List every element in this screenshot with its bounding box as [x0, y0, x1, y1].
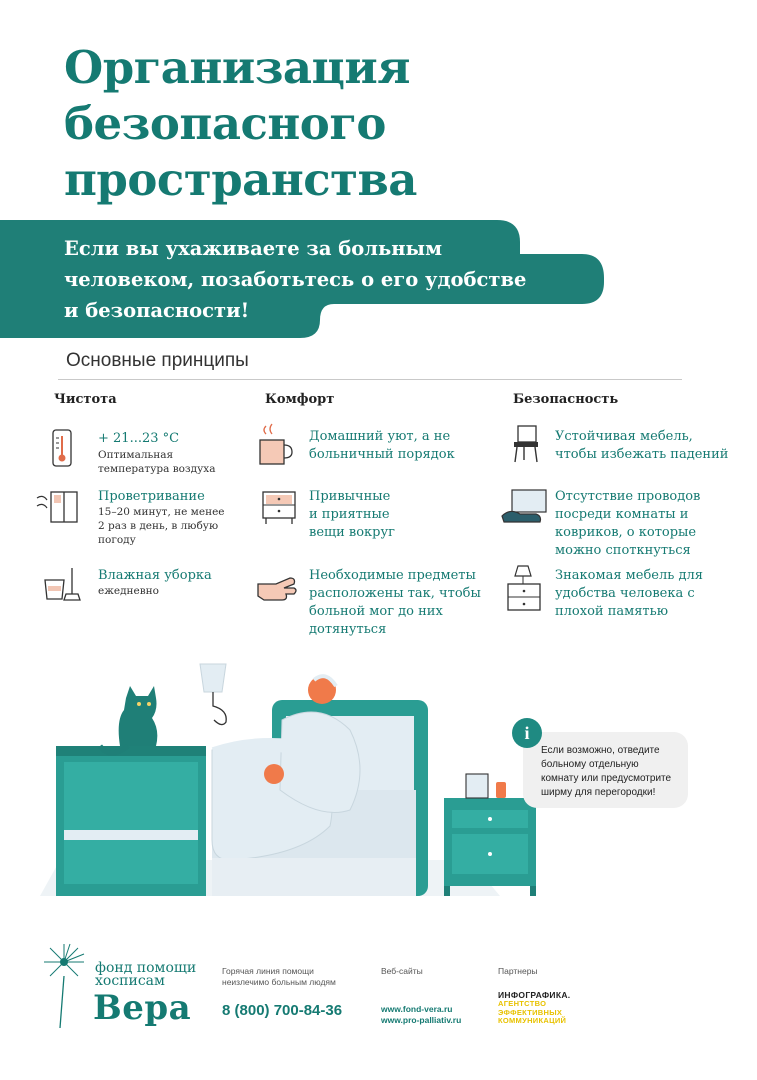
info-line: комнату или предусмотрите — [541, 773, 672, 784]
fund-name: Вера — [93, 988, 192, 1028]
window-icon — [35, 490, 83, 524]
item-text-line: Устойчивая мебель, — [555, 429, 693, 444]
partner-sub-line: АГЕНТСТВО — [498, 999, 547, 1008]
banner-line: человеком, позаботьтесь о его удобстве — [64, 268, 527, 291]
item-text-line: больной мог до них — [309, 604, 443, 619]
hotline-phone[interactable]: 8 (800) 700-84-36 — [222, 1002, 343, 1019]
thermometer-icon — [50, 428, 74, 468]
column-heading-comfort: Комфорт — [265, 392, 335, 407]
rug-icon — [500, 488, 550, 528]
item-text-line: больничный порядок — [309, 447, 455, 462]
item-text-line: дотянуться — [309, 622, 387, 637]
item-title: Влажная уборка — [98, 568, 212, 583]
item-text — [555, 488, 700, 560]
item-text — [309, 567, 481, 639]
item-text — [555, 428, 728, 464]
item-text-line: вещи вокруг — [309, 525, 395, 540]
item-text-line: расположены так, чтобы — [309, 586, 481, 601]
item-subtext-line: 15–20 минут, не менее — [98, 506, 225, 518]
item-text — [555, 567, 703, 621]
item-text-line: ковриков, о которые — [555, 525, 697, 540]
title-line: Организация — [64, 41, 410, 94]
item-text-line: Домашний уют, а не — [309, 429, 451, 444]
info-line: больному отдельную — [541, 759, 639, 770]
fund-label-line: хосписам — [95, 973, 165, 989]
partner-sub-line: КОММУНИКАЦИЙ — [498, 1016, 567, 1025]
item-text-line: и приятные — [309, 507, 390, 522]
item-subtext-line: температура воздуха — [98, 463, 216, 475]
banner-line: Если вы ухаживаете за больным — [64, 237, 443, 260]
partners-label: Партнеры — [498, 966, 538, 976]
dandelion-logo-icon — [40, 940, 96, 1030]
item-title: + 21...23 °C — [98, 431, 180, 446]
principles-heading: Основные принципы — [66, 350, 249, 371]
hotline-label — [222, 966, 336, 988]
sites-label: Веб-сайты — [381, 966, 423, 976]
intro-banner — [0, 220, 605, 338]
item-text-line: можно споткнуться — [555, 543, 691, 558]
hotline-label-line: неизлечимо больным людям — [222, 977, 336, 987]
hotline-label-line: Горячая линия помощи — [222, 966, 314, 976]
item-text-line: Необходимые предметы — [309, 568, 476, 583]
bucket-mop-icon — [42, 566, 84, 602]
banner-text — [64, 233, 526, 326]
info-line: Если возможно, отведите — [541, 745, 660, 756]
item-text-line: Отсутствие проводов — [555, 489, 701, 504]
fund-label — [95, 962, 196, 988]
column-heading-safety: Безопасность — [513, 392, 619, 407]
item-subtext-line: погоду — [98, 534, 136, 546]
title-line: безопасного — [64, 97, 386, 150]
title-line: пространства — [64, 153, 417, 206]
column-heading-cleanliness: Чистота — [54, 392, 117, 407]
fund-label-line: фонд помощи — [95, 960, 197, 976]
item-text-line: плохой памятью — [555, 604, 669, 619]
item-text — [309, 428, 455, 464]
item-subtext: ежедневно — [98, 585, 159, 597]
hand-icon — [256, 570, 300, 604]
cup-icon — [256, 420, 296, 466]
item-text-line: Знакомая мебель для — [555, 568, 703, 583]
site-link[interactable]: www.pro-palliativ.ru — [381, 1015, 462, 1025]
item-text-line: чтобы избежать падений — [555, 447, 729, 462]
sites-list — [381, 1004, 461, 1026]
page-title — [64, 40, 417, 208]
chair-icon — [510, 424, 542, 464]
divider — [58, 379, 682, 380]
info-callout — [523, 732, 688, 808]
item-subtext — [98, 505, 225, 547]
site-link[interactable]: www.fond-vera.ru — [381, 1004, 453, 1014]
item-subtext — [98, 448, 215, 476]
info-line: ширму для перегородки! — [541, 787, 656, 798]
item-text-line: посреди комнаты и — [555, 507, 689, 522]
info-icon: i — [512, 718, 542, 748]
banner-line: и безопасности! — [64, 299, 250, 322]
item-text-line: Привычные — [309, 489, 391, 504]
item-subtext-line: 2 раз в день, в любую — [98, 520, 219, 532]
dresser-icon — [260, 490, 298, 526]
item-text-line: удобства человека с — [555, 586, 695, 601]
partner-sub-line: ЭФФЕКТИВНЫХ — [498, 1007, 563, 1017]
item-title: Проветривание — [98, 489, 205, 504]
item-subtext-line: Оптимальная — [98, 449, 174, 461]
partner-logo-name: ИНФОГРАФИКА. — [498, 990, 571, 1000]
partner-logo-subtitle — [498, 1000, 566, 1026]
item-text — [309, 488, 395, 542]
nightstand-lamp-icon — [504, 564, 544, 616]
